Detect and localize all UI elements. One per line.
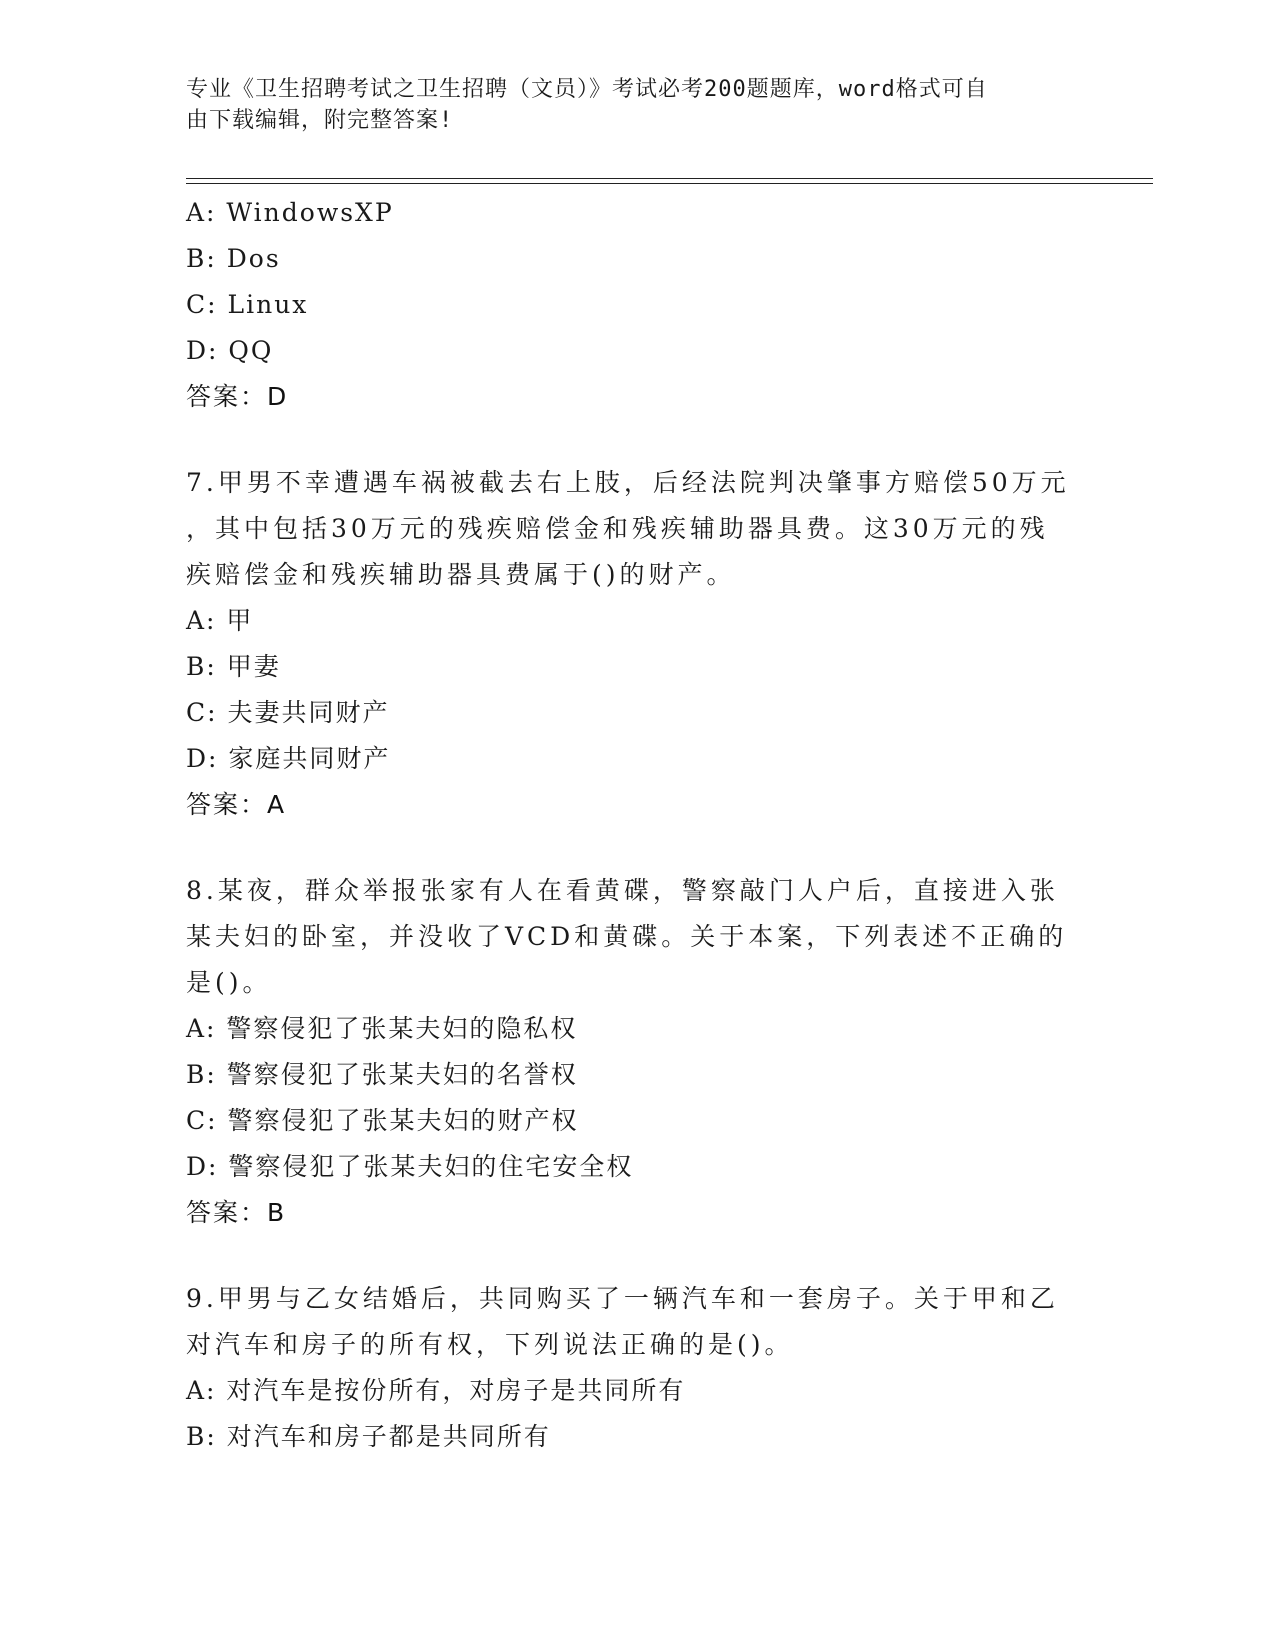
header-divider-top — [186, 178, 1153, 179]
option-a: A: 甲 — [186, 606, 254, 635]
header-divider-bottom — [186, 183, 1153, 184]
question-stem-line: 7.甲男不幸遭遇车祸被截去右上肢，后经法院判决肇事方赔偿50万元 — [186, 468, 1070, 497]
question-stem-line: 对汽车和房子的所有权，下列说法正确的是()。 — [186, 1330, 794, 1359]
answer-line: 答案：B — [186, 1198, 287, 1227]
option-b: B: Dos — [186, 244, 281, 273]
question-stem-line: ，其中包括30万元的残疾赔偿金和残疾辅助器具费。这30万元的残 — [186, 514, 1049, 543]
document-header — [186, 74, 1076, 136]
header-line-2: 由下载编辑，附完整答案! — [186, 108, 454, 133]
option-d: D: 家庭共同财产 — [186, 744, 391, 773]
option-b: B: 对汽车和房子都是共同所有 — [186, 1422, 551, 1451]
option-a: A: WindowsXP — [186, 198, 394, 227]
question-stem-line: 疾赔偿金和残疾辅助器具费属于()的财产。 — [186, 560, 736, 589]
question-stem-line: 9.甲男与乙女结婚后，共同购买了一辆汽车和一套房子。关于甲和乙 — [186, 1284, 1059, 1313]
option-d: D: 警察侵犯了张某夫妇的住宅安全权 — [186, 1152, 634, 1181]
header-line-1: 专业《卫生招聘考试之卫生招聘（文员）》考试必考200题题库，word格式可自 — [186, 77, 988, 102]
option-b: B: 甲妻 — [186, 652, 281, 681]
answer-line: 答案：D — [186, 382, 289, 411]
question-stem-line: 8.某夜，群众举报张家有人在看黄碟，警察敲门人户后，直接进入张 — [186, 876, 1059, 905]
question-list — [186, 190, 1076, 1460]
option-a: A: 对汽车是按份所有，对房子是共同所有 — [186, 1376, 686, 1405]
option-b: B: 警察侵犯了张某夫妇的名誉权 — [186, 1060, 578, 1089]
option-a: A: 警察侵犯了张某夫妇的隐私权 — [186, 1014, 578, 1043]
option-c: C: 夫妻共同财产 — [186, 698, 390, 727]
option-c: C: 警察侵犯了张某夫妇的财产权 — [186, 1106, 579, 1135]
question-7 — [186, 460, 1076, 828]
question-stem-line: 是()。 — [186, 968, 272, 997]
option-d: D: QQ — [186, 336, 274, 365]
question-6 — [186, 190, 1076, 420]
question-9 — [186, 1276, 1076, 1460]
answer-line: 答案：A — [186, 790, 287, 819]
option-c: C: Linux — [186, 290, 309, 319]
question-8 — [186, 868, 1076, 1236]
question-stem-line: 某夫妇的卧室，并没收了VCD和黄碟。关于本案，下列表述不正确的 — [186, 922, 1068, 951]
